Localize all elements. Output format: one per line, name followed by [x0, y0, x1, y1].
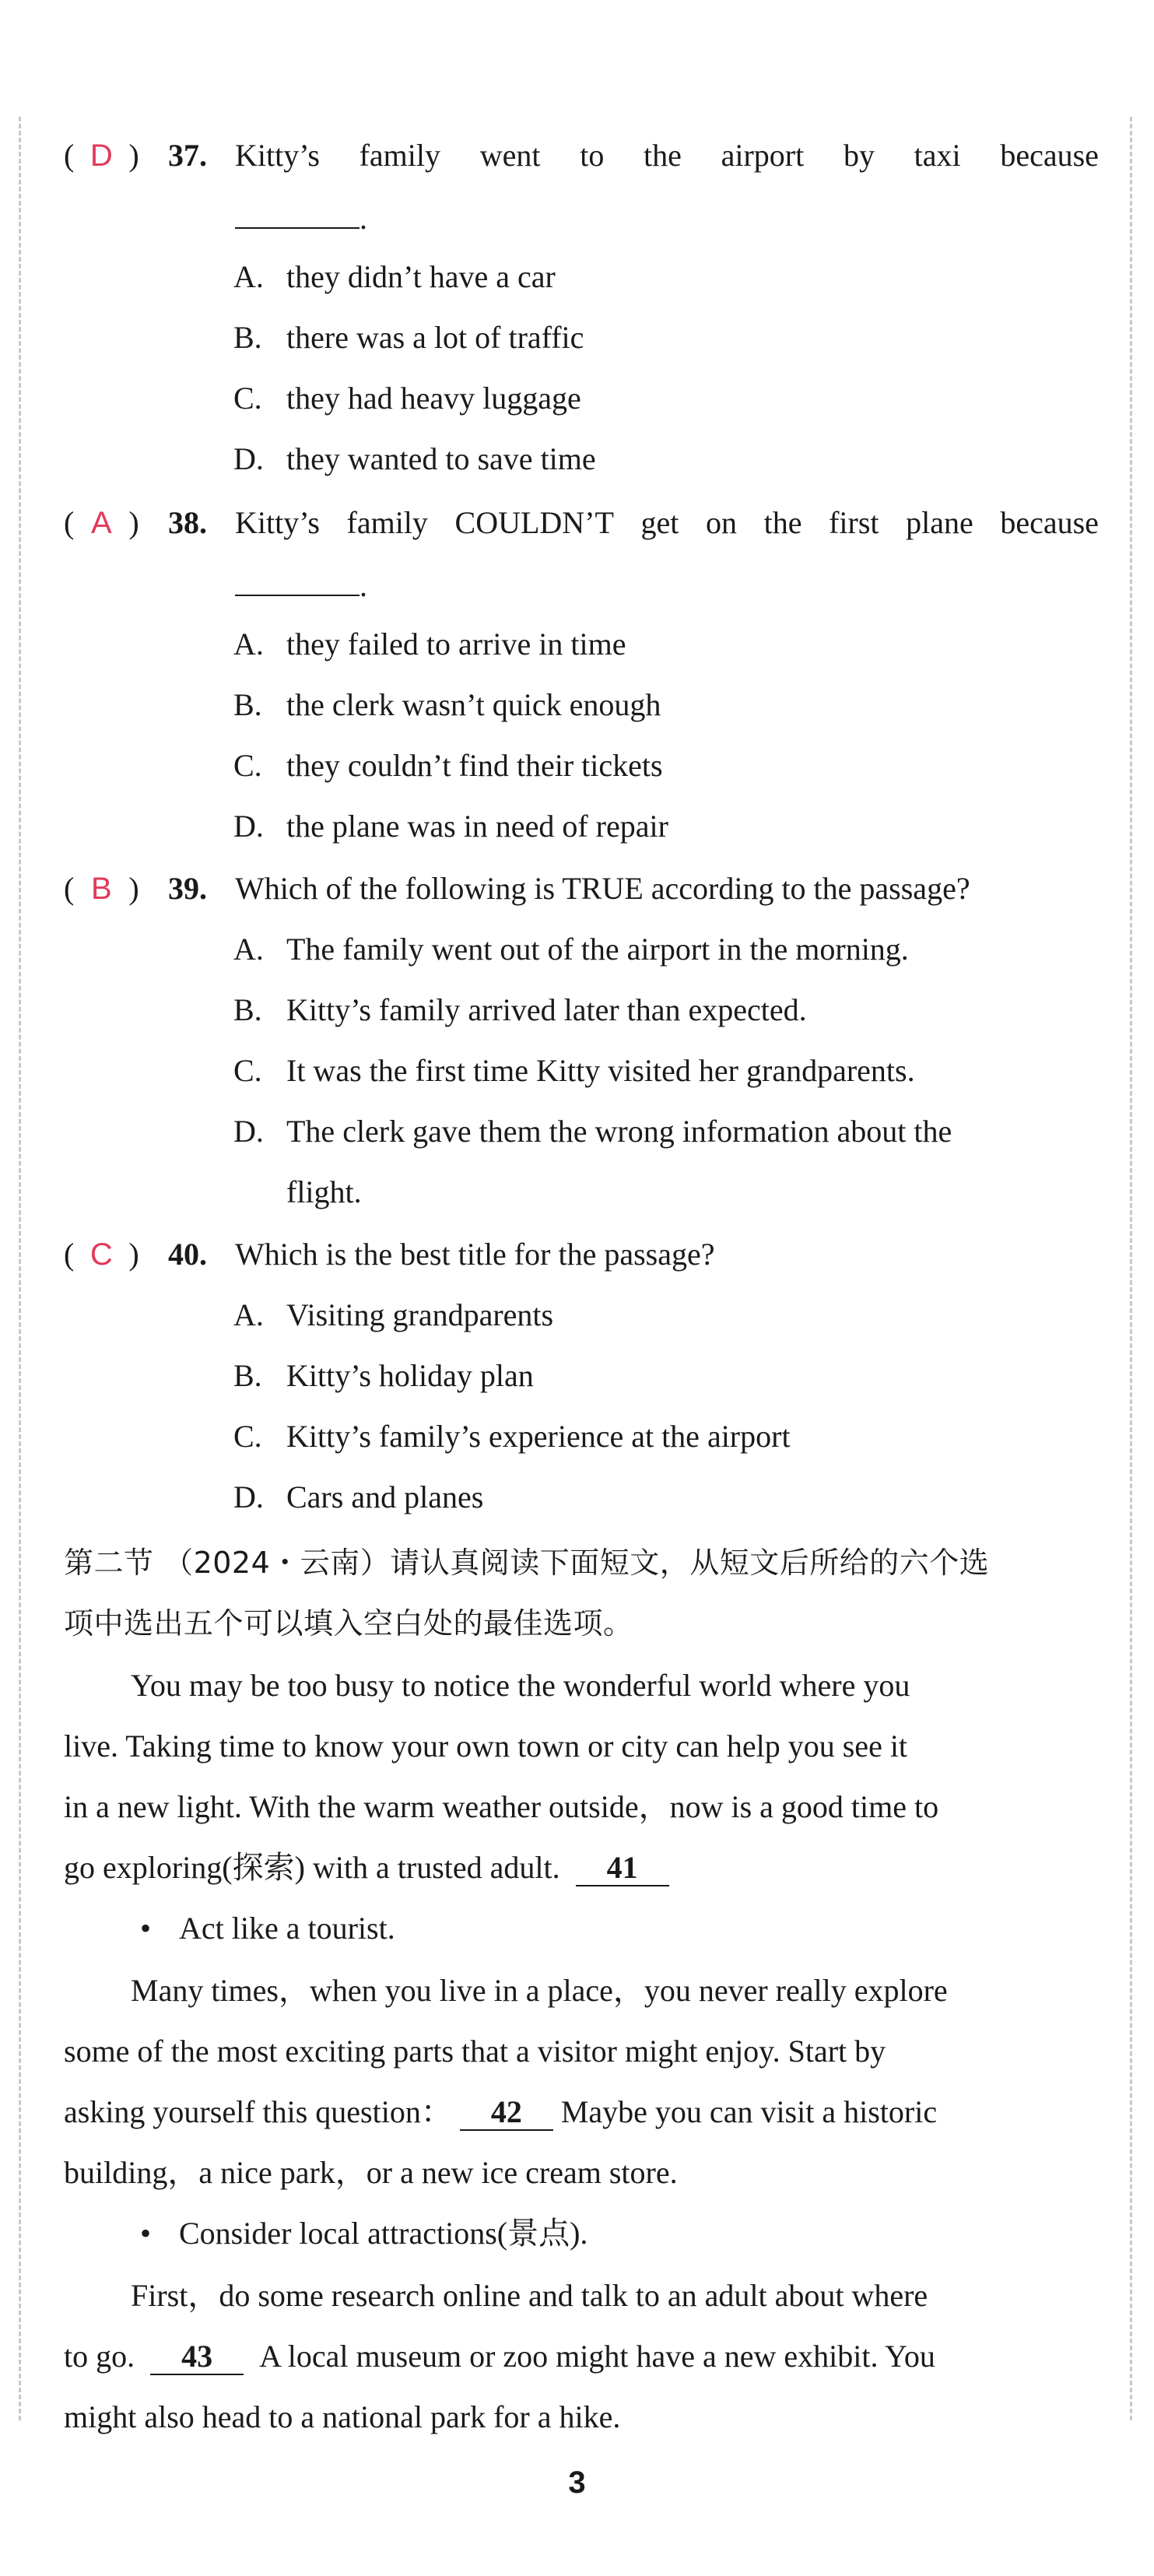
left-margin-dashed-line	[19, 117, 21, 2420]
passage-line: You may be too busy to notice the wonderful world where you	[131, 1668, 910, 1703]
option-c: C. It was the first time Kitty visited her grandparents.	[233, 1053, 915, 1088]
option-d: D. Cars and planes	[233, 1479, 484, 1514]
question-number: 39.	[168, 871, 207, 906]
passage-line: go exploring(探索) with a trusted adult. 41	[64, 1846, 1099, 1890]
passage-line: building，a nice park，or a new ice cream store.	[64, 2155, 678, 2190]
option-b: B. Kitty’s holiday plan	[233, 1358, 534, 1393]
option-b: B. Kitty’s family arrived later than expected.	[233, 992, 807, 1027]
blank-42: 42	[460, 2095, 553, 2131]
bullet-heading: • Act like a tourist.	[140, 1907, 395, 1950]
option-c: C. Kitty’s family’s experience at the airport	[233, 1419, 791, 1454]
blank-43: 43	[150, 2339, 244, 2375]
section-instruction-line-1: 第二节 （2024・云南）请认真阅读下面短文，从短文后所给的六个选	[64, 1546, 990, 1580]
option-b: B. there was a lot of traffic	[233, 320, 584, 355]
answer-bracket: ( A )	[64, 501, 227, 545]
answer-bracket: ( B )	[64, 867, 227, 911]
bullet-icon: •	[140, 2216, 152, 2251]
bullet-icon: •	[140, 1911, 152, 1946]
passage-line: First，do some research online and talk to an adult about where	[131, 2278, 928, 2313]
option-a: A. Visiting grandparents	[233, 1297, 554, 1332]
question-stem: Kitty’s family went to the airport by taxi because	[235, 138, 1099, 173]
question-number: 37.	[168, 138, 207, 173]
question-number: 40.	[168, 1237, 207, 1272]
passage-line: some of the most exciting parts that a visitor might enjoy. Start by	[64, 2034, 886, 2069]
answer-39: B	[90, 872, 112, 906]
question-stem: Which is the best title for the passage?	[235, 1237, 715, 1272]
question-number: 38.	[168, 505, 207, 540]
answer-bracket: ( D )	[64, 134, 227, 177]
page-number: 3	[568, 2465, 586, 2500]
passage-line: live. Taking time to know your own town or city can help you see it	[64, 1728, 908, 1764]
option-d-continuation: flight.	[286, 1174, 362, 1209]
passage-line: might also head to a national park for a hike.	[64, 2399, 621, 2434]
section-instruction-line-2: 项中选出五个可以填入空白处的最佳选项。	[64, 1606, 633, 1641]
question-stem: Kitty’s family COULDN’T get on the first plane because	[235, 505, 1099, 540]
blank-41: 41	[576, 1851, 669, 1886]
option-a: A. they didn’t have a car	[233, 259, 556, 294]
bullet-heading: • Consider local attractions(景点).	[140, 2212, 588, 2255]
option-d: D. The clerk gave them the wrong information about the	[233, 1114, 952, 1149]
passage-line: to go. 43 A local museum or zoo might have a new exhibit. You	[64, 2339, 935, 2374]
option-a: A. The family went out of the airport in the morning.	[233, 932, 909, 967]
answer-37: D	[89, 139, 113, 173]
answer-blank	[235, 196, 360, 229]
right-margin-dashed-line	[1130, 117, 1132, 2420]
option-d: D. they wanted to save time	[233, 441, 596, 476]
passage-line: in a new light. With the warm weather outside，now is a good time to	[64, 1789, 939, 1824]
option-b: B. the clerk wasn’t quick enough	[233, 687, 661, 722]
option-c: C. they couldn’t find their tickets	[233, 748, 663, 783]
option-c: C. they had heavy luggage	[233, 381, 581, 416]
passage-line: Many times，when you live in a place，you never really explore	[131, 1973, 948, 2008]
passage-line: asking yourself this question： 42 Maybe you can visit a historic	[64, 2094, 938, 2129]
question-stem: Which of the following is TRUE according to the passage?	[235, 871, 970, 906]
option-a: A. they failed to arrive in time	[233, 626, 626, 662]
answer-40: C	[89, 1237, 113, 1272]
answer-bracket: ( C )	[64, 1233, 227, 1276]
option-d: D. the plane was in need of repair	[233, 809, 668, 844]
answer-38: A	[90, 506, 112, 540]
answer-blank	[235, 563, 360, 596]
